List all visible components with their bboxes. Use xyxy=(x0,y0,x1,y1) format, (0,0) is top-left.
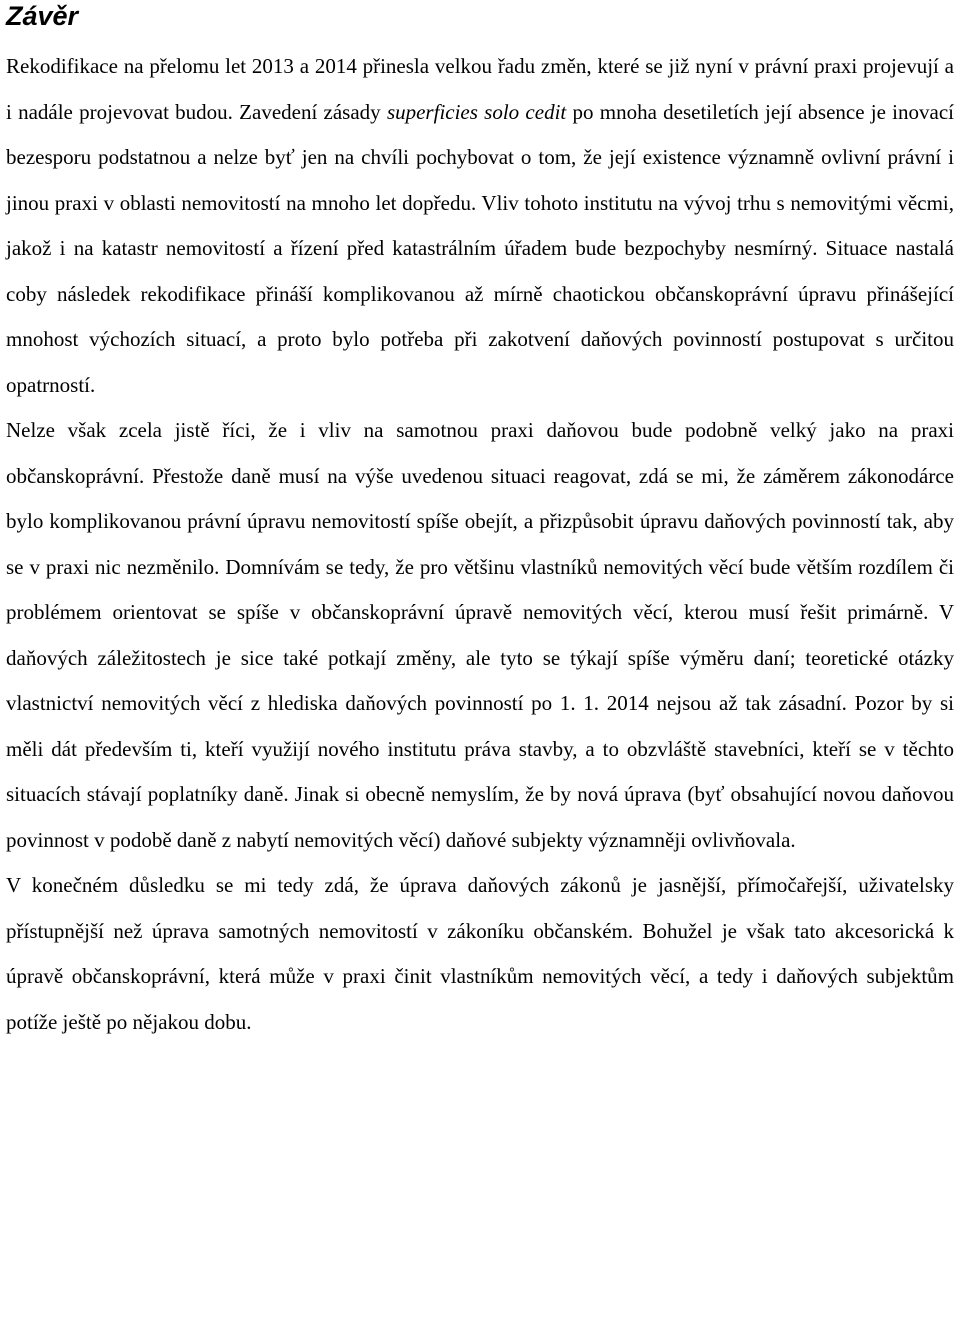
paragraph-2: Nelze však zcela jistě říci, že i vliv na samotnou praxi daňovou bude podobně velký jako na praxi občanskoprávní. Přestože daně musí na výše uvedenou situaci reagovat, zdá se mi, že záměrem zákonodárce bylo komplikovanou právní úpravu nemovitostí spíše obejít, a přizpůsobit úpravu daňových povinností tak, aby se v praxi nic nezměnilo. Domnívám se tedy, že pro většinu vlastníků nemovitých věcí bude větším rozdílem či problémem orientovat se spíše v občanskoprávní úpravě nemovitých věcí, kterou musí řešit primárně. V daňových záležitostech je sice také potkají změny, ale tyto se týkají spíše výměru daní; teoretické otázky vlastnictví nemovitých věcí z hlediska daňových povinností po 1. 1. 2014 nejsou až tak zásadní. Pozor by si měli dát především ti, kteří využijí nového institutu práva stavby, a to obzvláště stavebníci, kteří se v těchto situacích stávají poplatníky daně. Jinak si obecně nemyslím, že by nová úprava (byť obsahující novou daňovou povinnost v podobě daně z nabytí nemovitých věcí) daňové subjekty významněji ovlivňovala. xyxy=(6,418,954,852)
paragraph-1 xyxy=(6,44,954,408)
section-heading: Závěr xyxy=(6,1,79,31)
paragraph-1-latin-term: superficies solo cedit xyxy=(386,99,567,124)
paragraph-1-text-b: po mnoha desetiletích její absence je inovací bezesporu podstatnou a nelze byť jen na chvíli pochybovat o tom, že její existence významně ovlivní právní i jinou praxi v oblasti nemovitostí na mnoho let dopředu. Vliv tohoto institutu na vývoj trhu s nemovitými věcmi, jakož i na katastr nemovitostí a řízení před katastrálním úřadem bude bezpochyby nesmírný. Situace nastalá coby následek rekodifikace přináší komplikovanou až mírně chaotickou občanskoprávní úpravu přinášející mnohost výchozích situací, a proto bylo potřeba při zakotvení daňových povinností postupovat s určitou opatrností. xyxy=(6,99,954,397)
paragraph-3: V konečném důsledku se mi tedy zdá, že úprava daňových zákonů je jasnější, přímočařejší, uživatelsky přístupnější než úprava samotných nemovitostí v zákoníku občanském. Bohužel je však tato akcesorická k úpravě občanskoprávní, která může v praxi činit vlastníkům nemovitých věcí, a tedy i daňových subjektům potíže ještě po nějakou dobu. xyxy=(6,873,954,1034)
document-page xyxy=(6,0,954,1045)
paragraph-1-text-a: Rekodifikace na přelomu let 2013 a 2014 přinesla velkou řadu změn, které se již nyní v právní praxi projevují a i nadále projevovat budou. Zavedení zásady xyxy=(6,54,954,124)
